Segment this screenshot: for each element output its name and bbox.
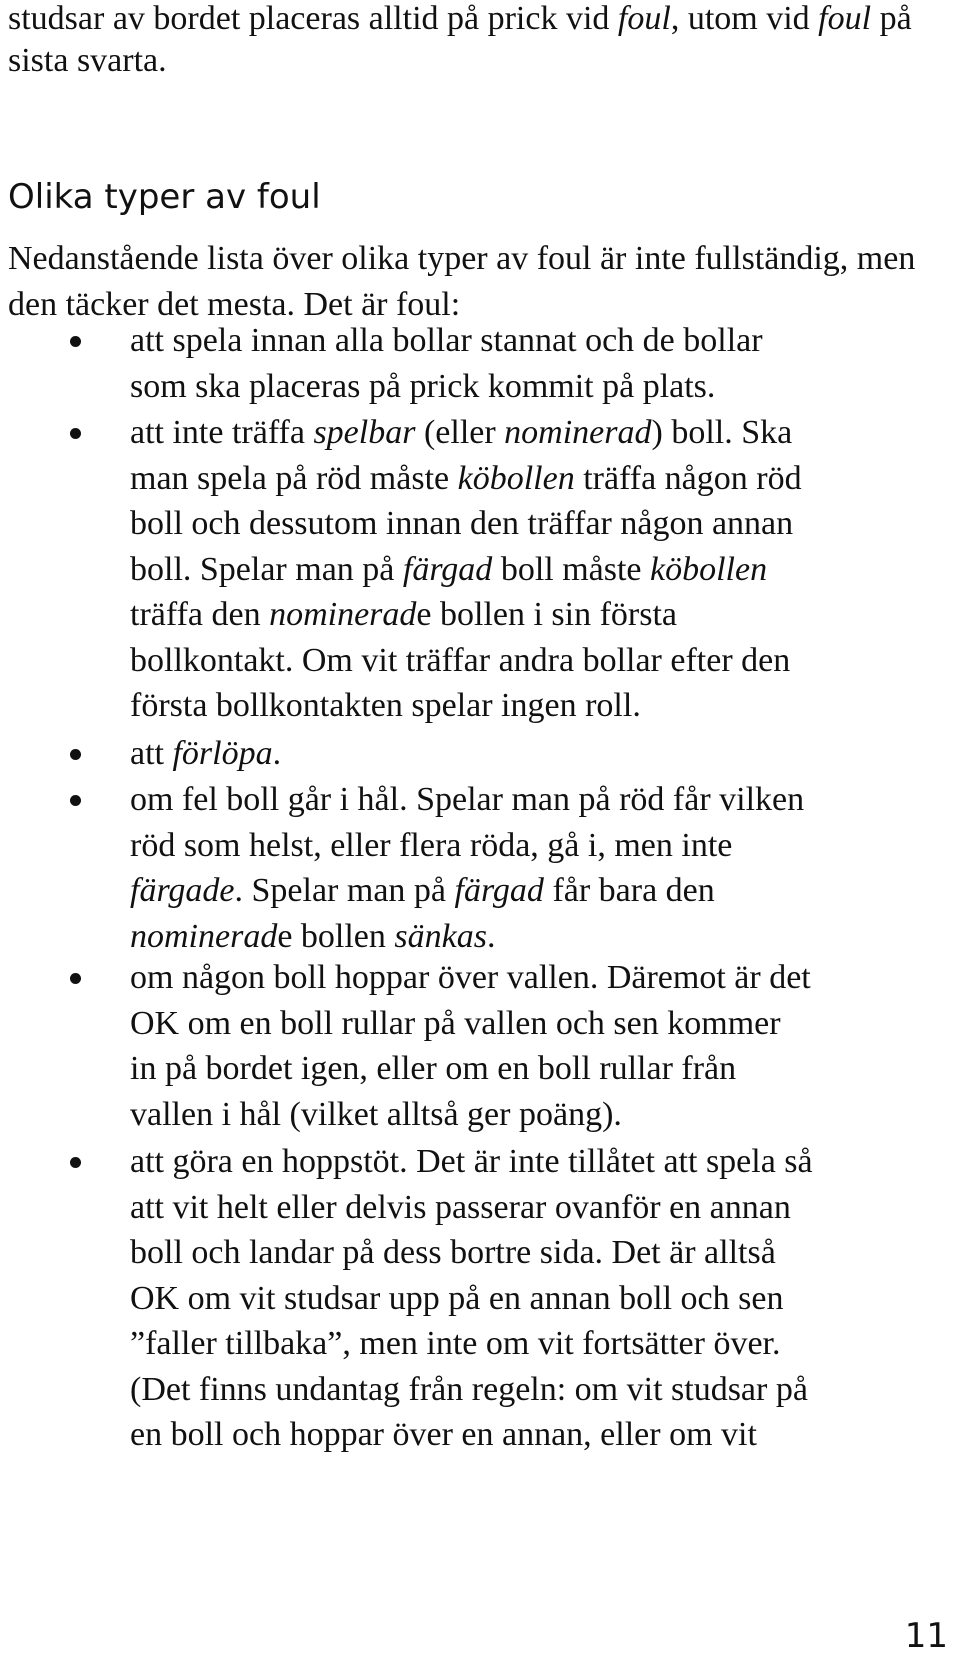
plain-text: . xyxy=(486,917,496,955)
intro-emphasis-d: foul xyxy=(818,0,872,37)
plain-text: e bollen i sin första xyxy=(416,596,678,633)
text-line xyxy=(130,731,950,777)
plain-text: (Det finns undantag från regeln: om vit studsar på xyxy=(130,1370,808,1408)
plain-text: om någon boll hoppar över vallen. Däremot är det xyxy=(130,959,811,996)
bullet-dot-icon xyxy=(70,1157,81,1168)
text-line xyxy=(130,914,950,960)
section-paragraph: Nedanstående lista över olika typer av foul är inte fullständig, men den täcker det mesta. Det är foul: xyxy=(8,240,916,323)
plain-text: vallen i hål (vilket alltså ger poäng). xyxy=(130,1095,622,1133)
plain-text: att spela innan alla bollar stannat och de bollar xyxy=(130,322,763,359)
text-line xyxy=(130,318,950,364)
bullet-dot-icon xyxy=(70,336,81,347)
emphasis-text: köbollen xyxy=(650,550,768,588)
plain-text: OK om vit studsar upp på en annan boll och sen xyxy=(130,1279,784,1317)
text-line xyxy=(130,1139,950,1185)
plain-text: ) boll. Ska xyxy=(651,414,793,451)
text-line xyxy=(130,501,950,547)
text-line xyxy=(130,592,950,638)
plain-text: (eller xyxy=(415,414,505,451)
bullet-dot-icon xyxy=(70,749,81,760)
text-line xyxy=(130,410,950,456)
plain-text: som ska placeras på prick kommit på plats. xyxy=(130,367,716,405)
plain-text: att vit helt eller delvis passerar ovanför en annan xyxy=(130,1188,791,1226)
text-line xyxy=(130,638,950,684)
foul-list-item-text xyxy=(130,1139,950,1458)
text-line xyxy=(130,456,950,502)
plain-text: bollkontakt. Om vit träffar andra bollar efter den xyxy=(130,641,791,679)
foul-list-item-text xyxy=(130,777,950,959)
plain-text: boll och dessutom innan den träffar någon annan xyxy=(130,505,794,542)
plain-text: får bara den xyxy=(543,872,715,909)
foul-list-item-text xyxy=(130,731,950,777)
intro-text-c: , utom vid xyxy=(670,0,819,37)
plain-text: första bollkontakten spelar ingen roll. xyxy=(130,687,641,724)
intro-text-a: studsar av bordet placeras alltid på prick vid xyxy=(8,0,618,37)
emphasis-text: köbollen xyxy=(457,459,575,497)
plain-text: man spela på röd måste xyxy=(130,459,458,497)
plain-text: . Spelar man på xyxy=(234,872,455,909)
text-line xyxy=(130,547,950,593)
emphasis-text: spelbar xyxy=(313,414,416,451)
emphasis-text: färgade xyxy=(130,872,235,909)
intro-text-e: på sista svarta. xyxy=(8,0,912,79)
intro-paragraph xyxy=(8,0,948,82)
text-line xyxy=(130,1276,950,1322)
text-line xyxy=(130,683,950,729)
plain-text: att xyxy=(130,735,173,772)
text-line xyxy=(130,1412,950,1458)
emphasis-text: förlöpa xyxy=(172,735,273,772)
plain-text: träffa den xyxy=(130,596,270,633)
foul-list-item-text xyxy=(130,955,950,1137)
page-number: 11 xyxy=(904,1616,948,1656)
plain-text: om fel boll går i hål. Spelar man på röd får vilken xyxy=(130,781,805,818)
plain-text: boll. Spelar man på xyxy=(130,550,403,588)
section-heading: Olika typer av foul xyxy=(8,177,321,217)
text-line xyxy=(130,364,950,410)
plain-text: OK om en boll rullar på vallen och sen kommer xyxy=(130,1004,781,1042)
bullet-dot-icon xyxy=(70,428,81,439)
emphasis-text: färgad xyxy=(402,550,493,588)
emphasis-text: nominerad xyxy=(130,917,278,955)
text-line xyxy=(130,777,950,823)
bullet-dot-icon xyxy=(70,795,81,806)
plain-text: boll måste xyxy=(492,550,651,588)
plain-text: att göra en hoppstöt. Det är inte tillåtet att spela så xyxy=(130,1143,813,1180)
foul-list-item-text xyxy=(130,318,950,409)
text-line xyxy=(130,1001,950,1047)
foul-list-item-text xyxy=(130,410,950,729)
plain-text: röd som helst, eller flera röda, gå i, men inte xyxy=(130,826,733,864)
emphasis-text: färgad xyxy=(454,872,544,909)
plain-text: in på bordet igen, eller om en boll rullar från xyxy=(130,1050,737,1087)
plain-text: boll och landar på dess bortre sida. Det är alltså xyxy=(130,1234,776,1271)
plain-text: träffa någon röd xyxy=(574,459,802,497)
plain-text: ”faller tillbaka”, men inte om vit fortsätter över. xyxy=(130,1325,781,1362)
emphasis-text: nominerad xyxy=(269,596,417,633)
intro-emphasis-b: foul xyxy=(617,0,671,37)
plain-text: en boll och hoppar över en annan, eller om vit xyxy=(130,1416,757,1453)
emphasis-text: sänkas xyxy=(394,917,487,955)
plain-text: att inte träffa xyxy=(130,414,314,451)
emphasis-text: nominerad xyxy=(504,414,652,451)
text-line xyxy=(130,1092,950,1138)
text-line xyxy=(130,955,950,1001)
text-line xyxy=(130,1185,950,1231)
text-line xyxy=(130,1321,950,1367)
plain-text: . xyxy=(272,735,282,772)
text-line xyxy=(130,868,950,914)
bullet-dot-icon xyxy=(70,973,81,984)
text-line xyxy=(130,823,950,869)
text-line xyxy=(130,1046,950,1092)
plain-text: e bollen xyxy=(277,917,395,955)
text-line xyxy=(130,1367,950,1413)
text-line xyxy=(130,1230,950,1276)
